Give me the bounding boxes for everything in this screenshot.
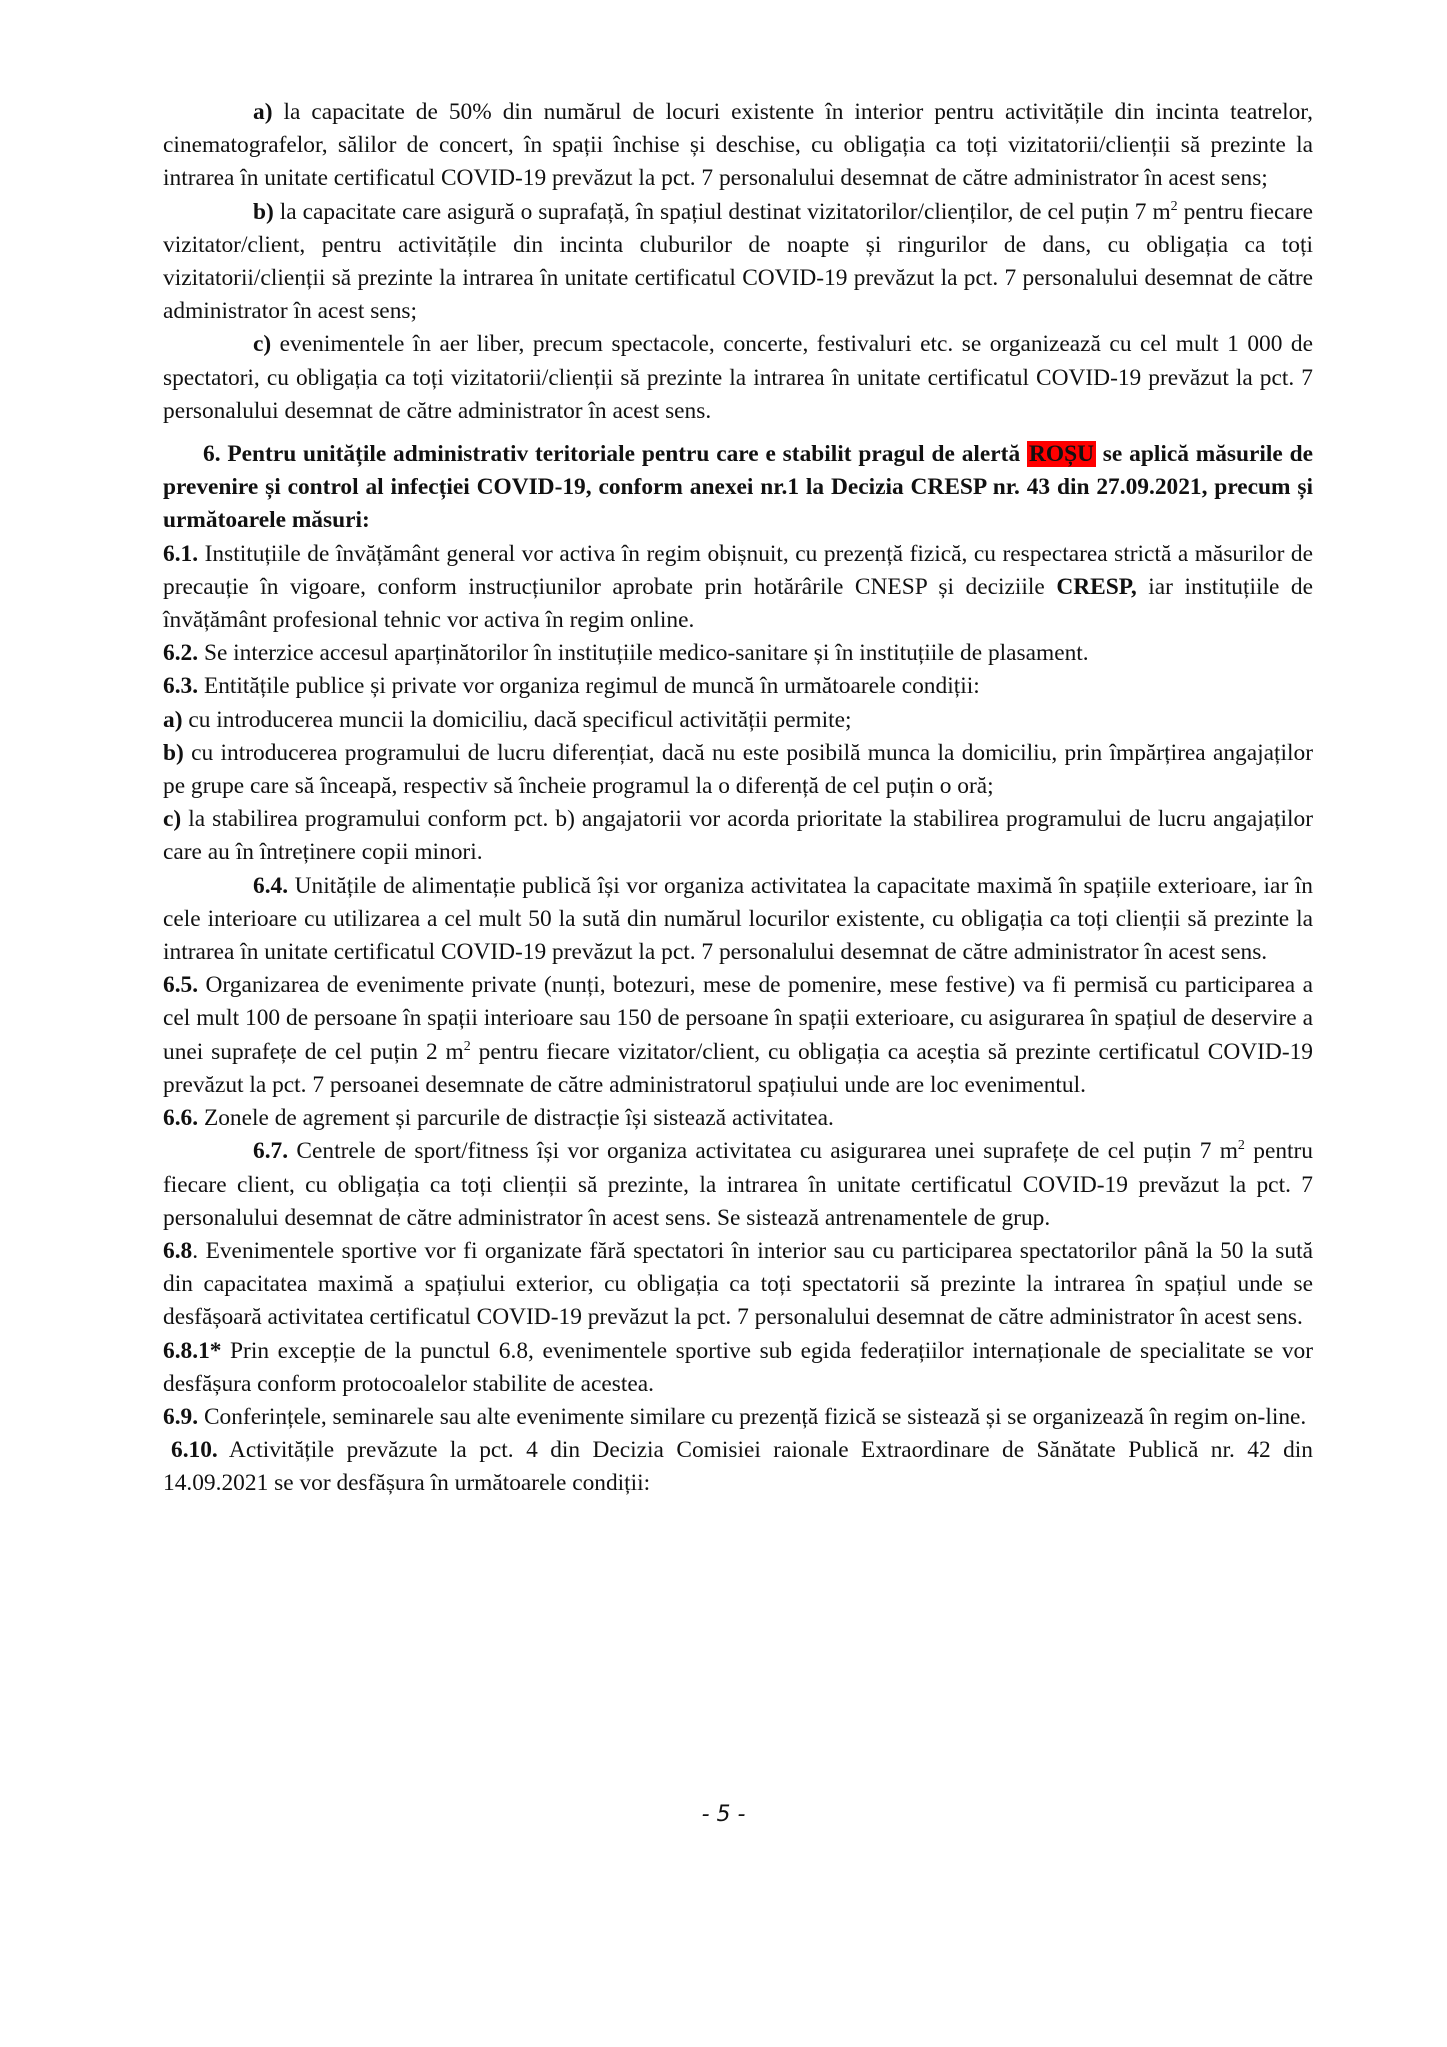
section-label: 6.3. xyxy=(163,673,199,700)
document-page xyxy=(163,96,1313,1501)
section-6-3-c xyxy=(163,803,1313,869)
section-6-1 xyxy=(163,538,1313,638)
superscript: 2 xyxy=(1170,198,1178,214)
section-text: iar instituțiile de învățământ profesional tehnic vor activa în regim online. xyxy=(163,573,1313,634)
alert-level-badge: ROȘU xyxy=(1028,441,1094,468)
section-6-2 xyxy=(163,637,1313,670)
section-text: Zonele de agrement și parcurile de distracție își sistează activitatea. xyxy=(198,1105,834,1132)
section-6-4 xyxy=(163,870,1313,970)
section-label: 6.10. xyxy=(171,1437,218,1464)
section-text: Se interzice accesul aparținătorilor în instituțiile medico-sanitare și în instituțiile de plasament. xyxy=(198,640,1089,667)
section-label: 6.5. xyxy=(163,972,199,999)
section-label: 6.8 xyxy=(163,1237,193,1264)
section-label: b) xyxy=(163,739,184,766)
section-label: 6.2. xyxy=(163,640,199,667)
section-text: cu introducerea programului de lucru diferențiat, dacă nu este posibilă munca la domiciliu, prin împărțirea angajaților pe grupe care să înceapă, respectiv să încheie programul la o diferență de cel puțin o oră; xyxy=(163,739,1313,800)
section-6-6 xyxy=(163,1102,1313,1135)
section-text: Activitățile prevăzute la pct. 4 din Decizia Comisiei raionale Extraordinare de Sănătate Publică nr. 42 din 14.09.2021 se vor desfășura în următoarele condiții: xyxy=(163,1437,1313,1497)
section-text-bold: CRESP, xyxy=(1056,573,1137,600)
section-label: 6.9. xyxy=(163,1403,199,1430)
section-6-3-a xyxy=(163,704,1313,737)
section-text: Organizarea de evenimente private (nunți, botezuri, mese de pomenire, mese festive) va fi permisă cu participarea a cel mult 100 de persoane în spații interioare sau 150 de persoane în spații exterioare, cu asigurarea în spațiul de deservire a unei suprafețe de cel puțin 2 m xyxy=(163,972,1313,1065)
item-label: c) xyxy=(253,331,272,358)
section-6-5 xyxy=(163,969,1313,1102)
section-6-3-b xyxy=(163,737,1313,803)
item-text: evenimentele în aer liber, precum spectacole, concerte, festivaluri etc. se organizează cu cel mult 1 000 de spectatori, cu obligația ca toți vizitatorii/clienții să prezinte la intrarea în unitate certificatul COVID-19 prevăzut la pct. 7 personalului desemnat de către administrator în acest sens. xyxy=(163,331,1313,424)
section-label: c) xyxy=(163,806,182,833)
section-text: la stabilirea programului conform pct. b) angajatorii vor acorda prioritate la stabilirea programului de lucru angajaților care au în întreținere copii minori. xyxy=(163,806,1313,866)
item-label: b) xyxy=(253,198,274,225)
item-b xyxy=(163,196,1313,329)
section-text: Centrele de sport/fitness își vor organiza activitatea cu asigurarea unei suprafețe de cel puțin 7 m xyxy=(288,1138,1238,1165)
section-label: 6.4. xyxy=(253,872,289,899)
item-a xyxy=(163,96,1313,196)
section-label: 6.1. xyxy=(163,540,199,567)
section-6-9 xyxy=(163,1401,1313,1434)
section-text: Conferințele, seminarele sau alte evenimente similare cu prezență fizică se sistează și se organizează în regim on-line. xyxy=(198,1403,1307,1430)
section-6-heading xyxy=(163,438,1313,538)
section-text: pentru fiecare vizitator/client, cu obligația ca aceștia să prezinte certificatul COVID-19 prevăzut la pct. 7 persoanei desemnate de către administratorul spațiului unde are loc evenimentul. xyxy=(163,1038,1313,1098)
item-text: pentru fiecare vizitator/client, pentru activitățile din incinta cluburilor de noapte și ringurilor de dans, cu obligația ca toți vizitatorii/clienții să prezinte la intrarea în unitate certificatul COVID-19 prevăzut la pct. 7 personalului desemnat de către administrator în acest sens; xyxy=(163,198,1313,325)
heading-text: 6. Pentru unitățile administrativ teritoriale pentru care e stabilit pragul de alertă xyxy=(203,441,1027,468)
section-6-7 xyxy=(163,1135,1313,1235)
item-text: la capacitate de 50% din numărul de locuri existente în interior pentru activitățile din incinta teatrelor, cinematografelor, sălilor de concert, în spații închise și deschise, cu obligația ca toți vizitatorii/clienții să prezinte la intrarea în unitate certificatul COVID-19 prevăzut la pct. 7 personalului desemnat de către administrator în acest sens; xyxy=(163,99,1313,192)
section-6-3 xyxy=(163,670,1313,703)
item-label: a) xyxy=(253,99,273,125)
page-number: - 5 - xyxy=(701,1802,746,1827)
section-label: 6.6. xyxy=(163,1105,199,1132)
section-text: . Evenimentele sportive vor fi organizate fără spectatori în interior sau cu participarea spectatorilor până la 50 la sută din capacitatea maximă a spațiului exterior, cu obligația ca toți spectatorii să prezinte la intrarea în spațiul unde se desfășoară activitatea certificatul COVID-19 prevăzut la pct. 7 personalului desemnat de către administrator în acest sens. xyxy=(163,1237,1313,1331)
section-text: Unitățile de alimentație publică își vor organiza activitatea la capacitate maximă în spațiile exterioare, iar în cele interioare cu utilizarea a cel mult 50 la sută din numărul locurilor existente, cu obligația ca toți clienții să prezinte la intrarea în unitate certificatul COVID-19 prevăzut la pct. 7 personalului desemnat de către administrator în acest sens. xyxy=(163,872,1313,966)
section-6-8-1 xyxy=(163,1335,1313,1401)
superscript: 2 xyxy=(463,1038,471,1054)
section-text: cu introducerea muncii la domiciliu, dacă specificul activității permite; xyxy=(182,706,852,733)
section-6-8 xyxy=(163,1235,1313,1335)
section-text: Prin excepție de la punctul 6.8, evenimentele sportive sub egida federațiilor internaționale de specialitate se vor desfășura conform protocoalelor stabilite de acestea. xyxy=(163,1337,1313,1397)
section-6-10 xyxy=(163,1434,1313,1500)
section-label: 6.7. xyxy=(253,1138,289,1165)
section-label: 6.8.1* xyxy=(163,1337,222,1364)
section-label: a) xyxy=(163,706,183,733)
section-text: Entitățile publice și private vor organiza regimul de muncă în următoarele condiții: xyxy=(198,673,980,700)
item-text: la capacitate care asigură o suprafață, în spațiul destinat vizitatorilor/clienților, de cel puțin 7 m xyxy=(273,198,1171,225)
superscript: 2 xyxy=(1237,1138,1245,1154)
heading-text: se aplică măsurile de prevenire și control al infecției COVID-19, conform anexei nr.1 la Decizia CRESP nr. 43 din 27.09.2021, precum și următoarele măsuri: xyxy=(163,441,1313,534)
item-c xyxy=(163,328,1313,428)
section-text: pentru fiecare client, cu obligația ca toți clienții să prezinte, la intrarea în unitate certificatul COVID-19 prevăzut la pct. 7 personalului desemnat de către administrator în acest sens. Se sistează antrenamentele de grup. xyxy=(163,1138,1314,1231)
section-text: Instituțiile de învățământ general vor activa în regim obișnuit, cu prezență fizică, cu respectarea strictă a măsurilor de precauție în vigoare, conform instrucțiunilor aprobate prin hotărârile CNESP și deciziile xyxy=(163,540,1313,600)
